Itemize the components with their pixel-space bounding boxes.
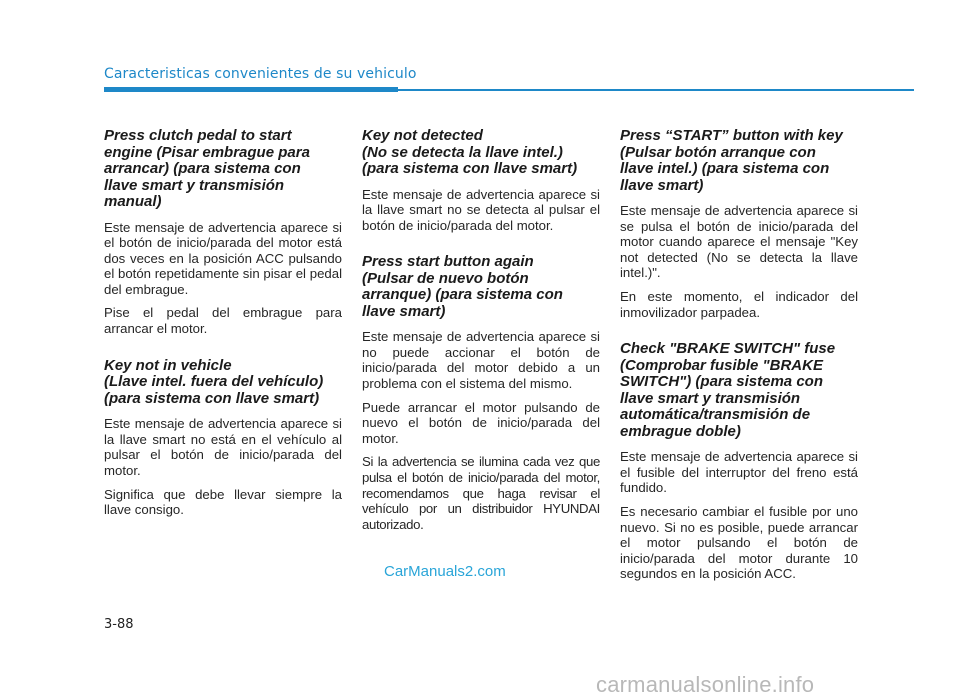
paragraph: En este momento, el indicador del inmovilizador parpadea. xyxy=(620,288,858,320)
paragraph: Este mensaje de advertencia aparece si no puede accionar el botón de inicio/parada del motor debido a un problema con el sistema del mismo. xyxy=(362,329,600,392)
paragraph: Este mensaje de advertencia aparece si la llave smart no está en el vehículo al pulsar el botón de inicio/parada del motor. xyxy=(104,416,342,478)
section-press-start-with-key xyxy=(620,128,858,320)
section-title: Caracteristicas convenientes de su vehiculo xyxy=(104,66,417,82)
header-rule-thin xyxy=(398,89,914,91)
page-number: 3-88 xyxy=(104,617,134,632)
paragraph: Este mensaje de advertencia aparece si el botón de inicio/parada del motor está dos veces en la posición ACC pulsando el botón repetidamente sin pisar el pedal del embrague. xyxy=(104,219,342,297)
paragraph: Significa que debe llevar siempre la llave consigo. xyxy=(104,486,342,518)
footer-watermark: carmanualsonline.info xyxy=(596,672,815,697)
section-heading: Press “START” button with key (Pulsar botón arranque con llave intel.) (para sistema con llave smart) xyxy=(620,127,843,194)
section-check-brake-switch xyxy=(620,341,858,582)
column-1 xyxy=(104,128,342,539)
paragraph: Este mensaje de advertencia aparece si la llave smart no se detecta al pulsar el botón de inicio/parada del motor. xyxy=(362,186,600,233)
paragraph: Es necesario cambiar el fusible por uno nuevo. Si no es posible, puede arrancar el motor pulsando el botón de inicio/parada del motor durante 10 segundos en la posición ACC. xyxy=(620,503,858,582)
section-press-start-again xyxy=(362,254,600,532)
section-heading: Check "BRAKE SWITCH" fuse (Comprobar fusible "BRAKE SWITCH") (para sistema con llave smart y transmisión automática/transmisión de embrague doble) xyxy=(620,340,836,440)
paragraph: Este mensaje de advertencia aparece si se pulsa el botón de inicio/parada del motor cuando aparece el mensaje "Key not detected (No se detecta la llave intel.)". xyxy=(620,203,858,281)
column-2 xyxy=(362,128,600,553)
paragraph: Puede arrancar el motor pulsando de nuevo el botón de inicio/parada del motor. xyxy=(362,399,600,446)
paragraph: Si la advertencia se ilumina cada vez que pulsa el botón de inicio/parada del motor, recomendamos que haga revisar el vehículo por un distribuidor HYUNDAI autorizado. xyxy=(362,454,600,532)
section-heading: Key not detected (No se detecta la llave intel.) (para sistema con llave smart) xyxy=(362,127,578,177)
header-rule-thick xyxy=(104,87,398,92)
section-heading: Key not in vehicle (Llave intel. fuera del vehículo) (para sistema con llave smart) xyxy=(104,356,324,407)
section-key-not-detected xyxy=(362,128,600,233)
section-heading: Press start button again (Pulsar de nuevo botón arranque) (para sistema con llave smart) xyxy=(362,253,563,320)
section-key-not-in-vehicle xyxy=(104,358,342,518)
watermark-link[interactable]: CarManuals2.com xyxy=(384,563,506,580)
section-press-clutch xyxy=(104,128,342,337)
paragraph: Este mensaje de advertencia aparece si el fusible del interruptor del freno está fundido. xyxy=(620,449,858,496)
paragraph: Pise el pedal del embrague para arrancar el motor. xyxy=(104,305,342,337)
section-heading: Press clutch pedal to start engine (Pisar embrague para arrancar) (para sistema con llave smart y transmisión manual) xyxy=(104,127,310,210)
column-3 xyxy=(620,128,858,603)
